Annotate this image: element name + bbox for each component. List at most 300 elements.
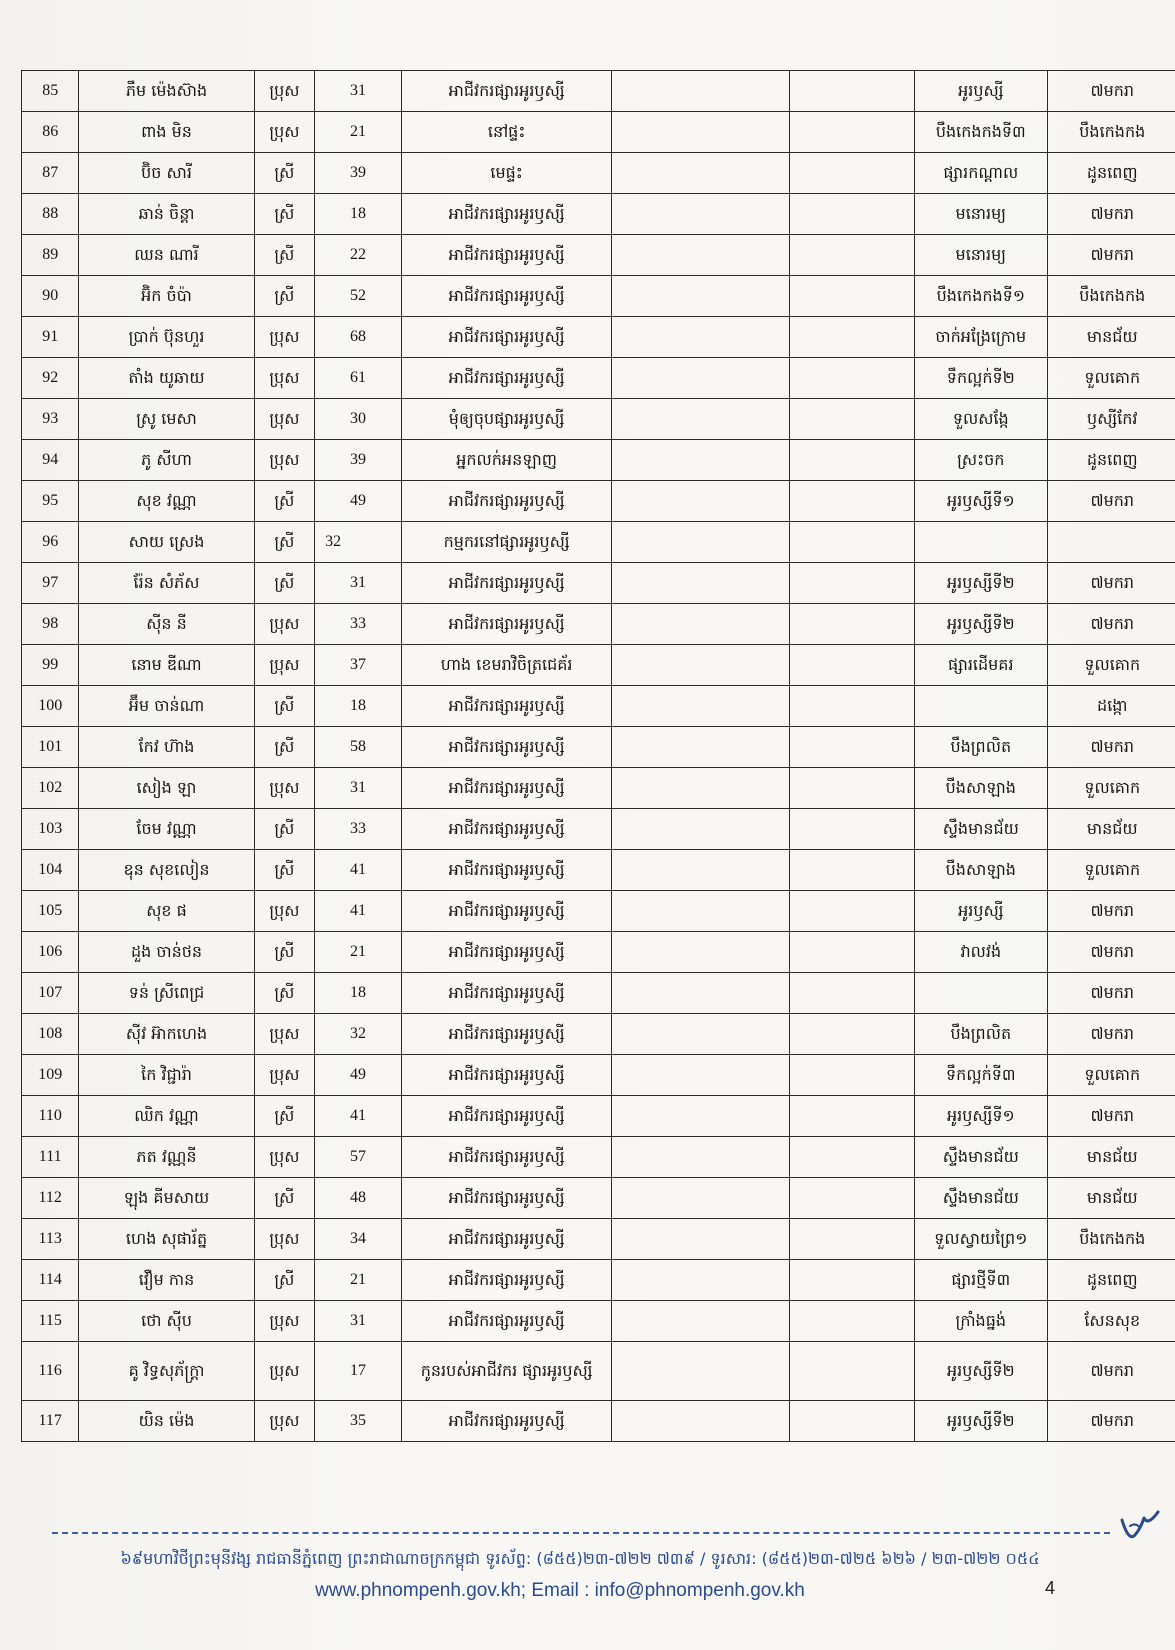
district-cell: ៧មករា <box>1047 1096 1175 1137</box>
name-cell: ប្រាក់ ប៊ុនហួរ <box>79 317 254 358</box>
blank-cell <box>612 1096 789 1137</box>
sex-cell: ប្រុស <box>254 768 315 809</box>
age-cell: 31 <box>315 768 402 809</box>
village-cell: បឹងព្រលិត <box>915 727 1048 768</box>
occupation-cell: មុំឲ្យចុបផ្សារអូរឫស្សី <box>401 399 612 440</box>
name-cell: គូ វិទ្ធសុភ័ក្ត្រា <box>79 1342 254 1401</box>
blank-cell <box>789 317 914 358</box>
blank-cell <box>612 1055 789 1096</box>
sex-cell: ប្រុស <box>254 399 315 440</box>
district-cell: ៧មករា <box>1047 932 1175 973</box>
name-cell: ស៊ីន នី <box>79 604 254 645</box>
table-row <box>22 399 1175 440</box>
row-number-cell: 116 <box>22 1342 79 1401</box>
sex-cell: ប្រុស <box>254 645 315 686</box>
district-cell: ទួលគោក <box>1047 1055 1175 1096</box>
occupation-cell: អាជីវករផ្សារអូរឫស្សី <box>401 850 612 891</box>
name-cell: អ៊ឹម ចាន់ណា <box>79 686 254 727</box>
table-row <box>22 727 1175 768</box>
age-cell: 18 <box>315 194 402 235</box>
name-cell: ភឹម ម៉េងស៊ាង <box>79 71 254 112</box>
district-cell: មានជ័យ <box>1047 1178 1175 1219</box>
village-cell: បឹងសាឡាង <box>915 768 1048 809</box>
district-cell: ដង្កោ <box>1047 686 1175 727</box>
name-cell: សាយ ស្រេង <box>79 522 254 563</box>
age-cell: 48 <box>315 1178 402 1219</box>
blank-cell <box>789 1219 914 1260</box>
table-row <box>22 153 1175 194</box>
name-cell: ភូ សីហា <box>79 440 254 481</box>
name-cell: សៀង ឡា <box>79 768 254 809</box>
blank-cell <box>612 1401 789 1442</box>
district-cell: សែនសុខ <box>1047 1301 1175 1342</box>
blank-cell <box>789 399 914 440</box>
occupation-cell: អាជីវករផ្សារអូរឫស្សី <box>401 604 612 645</box>
sex-cell: ប្រុស <box>254 891 315 932</box>
age-cell: 68 <box>315 317 402 358</box>
district-cell: ដូនពេញ <box>1047 1260 1175 1301</box>
age-cell: 49 <box>315 481 402 522</box>
village-cell: ចាក់អង្រែក្រោម <box>915 317 1048 358</box>
sex-cell: ប្រុស <box>254 604 315 645</box>
village-cell: អូរឫស្សី <box>915 71 1048 112</box>
occupation-cell: កម្មករនៅផ្សារអូរឫស្សី <box>401 522 612 563</box>
age-cell: 35 <box>315 1401 402 1442</box>
village-cell: អូរឫស្សី <box>915 891 1048 932</box>
age-cell: 31 <box>315 71 402 112</box>
sex-cell: ប្រុស <box>254 1301 315 1342</box>
footer-divider <box>52 1532 1110 1534</box>
sex-cell: ស្រី <box>254 973 315 1014</box>
table-row <box>22 440 1175 481</box>
district-cell: ឫស្សីកែវ <box>1047 399 1175 440</box>
blank-cell <box>789 1055 914 1096</box>
occupation-cell: អាជីវករផ្សារអូរឫស្សី <box>401 809 612 850</box>
blank-cell <box>612 1178 789 1219</box>
village-cell: ផ្សារដើមគរ <box>915 645 1048 686</box>
blank-cell <box>612 1342 789 1401</box>
district-cell: ៧មករា <box>1047 194 1175 235</box>
occupation-cell: អាជីវករផ្សារអូរឫស្សី <box>401 1137 612 1178</box>
signature-mark-icon <box>1118 1506 1166 1550</box>
age-cell: 18 <box>315 973 402 1014</box>
district-cell: ៧មករា <box>1047 481 1175 522</box>
blank-cell <box>612 727 789 768</box>
blank-cell <box>789 276 914 317</box>
occupation-cell: អាជីវករផ្សារអូរឫស្សី <box>401 71 612 112</box>
age-cell: 30 <box>315 399 402 440</box>
district-cell: ដូនពេញ <box>1047 153 1175 194</box>
village-cell: បឹងសាឡាង <box>915 850 1048 891</box>
row-number-cell: 85 <box>22 71 79 112</box>
village-cell <box>915 686 1048 727</box>
sex-cell: ប្រុស <box>254 1401 315 1442</box>
blank-cell <box>612 768 789 809</box>
row-number-cell: 103 <box>22 809 79 850</box>
sex-cell: ស្រី <box>254 932 315 973</box>
occupation-cell: អាជីវករផ្សារអូរឫស្សី <box>401 686 612 727</box>
age-cell: 39 <box>315 153 402 194</box>
district-cell: ៧មករា <box>1047 604 1175 645</box>
sex-cell: ប្រុស <box>254 358 315 399</box>
blank-cell <box>789 850 914 891</box>
row-number-cell: 93 <box>22 399 79 440</box>
occupation-cell: នៅផ្ទះ <box>401 112 612 153</box>
sex-cell: ស្រី <box>254 235 315 276</box>
blank-cell <box>789 645 914 686</box>
occupation-cell: ហាង ខេមរាវិចិត្រជេគ័រ <box>401 645 612 686</box>
village-cell: អូរឫស្សីទី២ <box>915 1342 1048 1401</box>
blank-cell <box>612 71 789 112</box>
age-cell: 37 <box>315 645 402 686</box>
row-number-cell: 111 <box>22 1137 79 1178</box>
occupation-cell: អាជីវករផ្សារអូរឫស្សី <box>401 1260 612 1301</box>
footer-contact: www.phnompenh.gov.kh; Email : info@phnompenh.gov.kh <box>315 1580 805 1601</box>
name-cell: សុខ វណ្ណា <box>79 481 254 522</box>
table-row <box>22 317 1175 358</box>
occupation-cell: អាជីវករផ្សារអូរឫស្សី <box>401 194 612 235</box>
blank-cell <box>789 686 914 727</box>
table-row <box>22 358 1175 399</box>
village-cell: អូរឫស្សីទី១ <box>915 1096 1048 1137</box>
occupation-cell: អ្នកលក់អនឡាញ <box>401 440 612 481</box>
village-cell: បឹងកេងកងទី៣ <box>915 112 1048 153</box>
sex-cell: ស្រី <box>254 850 315 891</box>
blank-cell <box>789 440 914 481</box>
blank-cell <box>612 1301 789 1342</box>
occupation-cell: មេផ្ទះ <box>401 153 612 194</box>
district-cell: ៧មករា <box>1047 973 1175 1014</box>
table-row <box>22 235 1175 276</box>
blank-cell <box>789 71 914 112</box>
blank-cell <box>612 317 789 358</box>
age-cell: 41 <box>315 1096 402 1137</box>
table-row <box>22 1055 1175 1096</box>
row-number-cell: 104 <box>22 850 79 891</box>
roster-table <box>21 70 1175 1442</box>
age-cell: 31 <box>315 563 402 604</box>
age-cell: 32 <box>315 1014 402 1055</box>
blank-cell <box>612 358 789 399</box>
village-cell: ស្ទឹងមានជ័យ <box>915 1137 1048 1178</box>
village-cell: ផ្សារកណ្ដាល <box>915 153 1048 194</box>
sex-cell: ប្រុស <box>254 112 315 153</box>
district-cell: ទួលគោក <box>1047 358 1175 399</box>
blank-cell <box>789 153 914 194</box>
table-row <box>22 563 1175 604</box>
blank-cell <box>612 563 789 604</box>
sex-cell: ប្រុស <box>254 1137 315 1178</box>
blank-cell <box>612 153 789 194</box>
sex-cell: ស្រី <box>254 727 315 768</box>
row-number-cell: 98 <box>22 604 79 645</box>
age-cell: 22 <box>315 235 402 276</box>
age-cell: 32 <box>315 522 402 563</box>
blank-cell <box>789 1178 914 1219</box>
district-cell: បឹងកេងកង <box>1047 1219 1175 1260</box>
table-row <box>22 768 1175 809</box>
blank-cell <box>612 112 789 153</box>
district-cell: មានជ័យ <box>1047 809 1175 850</box>
name-cell: ថោ ស៊ីប <box>79 1301 254 1342</box>
sex-cell: ស្រី <box>254 481 315 522</box>
village-cell: វាលវង់ <box>915 932 1048 973</box>
blank-cell <box>612 235 789 276</box>
district-cell: មានជ័យ <box>1047 1137 1175 1178</box>
name-cell: ឈិក វណ្ណា <box>79 1096 254 1137</box>
district-cell: ទួលគោក <box>1047 768 1175 809</box>
district-cell: ៧មករា <box>1047 727 1175 768</box>
blank-cell <box>612 1260 789 1301</box>
village-cell: ទឹកល្អក់ទី២ <box>915 358 1048 399</box>
row-number-cell: 95 <box>22 481 79 522</box>
age-cell: 17 <box>315 1342 402 1401</box>
blank-cell <box>612 932 789 973</box>
blank-cell <box>789 1096 914 1137</box>
age-cell: 49 <box>315 1055 402 1096</box>
village-cell: បឹងព្រលិត <box>915 1014 1048 1055</box>
name-cell: រ៉ែន សំភ័ស <box>79 563 254 604</box>
name-cell: អ៊ិក ចំប៉ា <box>79 276 254 317</box>
name-cell: ស្រូ មេសា <box>79 399 254 440</box>
blank-cell <box>612 973 789 1014</box>
blank-cell <box>789 809 914 850</box>
row-number-cell: 106 <box>22 932 79 973</box>
name-cell: ដួង ចាន់ថន <box>79 932 254 973</box>
table-row <box>22 1219 1175 1260</box>
sex-cell: ស្រី <box>254 1260 315 1301</box>
row-number-cell: 110 <box>22 1096 79 1137</box>
village-cell: ស្ទឹងមានជ័យ <box>915 1178 1048 1219</box>
name-cell: វឿម កាន <box>79 1260 254 1301</box>
occupation-cell: អាជីវករផ្សារអូរឫស្សី <box>401 358 612 399</box>
blank-cell <box>612 440 789 481</box>
blank-cell <box>612 1014 789 1055</box>
table-row <box>22 1178 1175 1219</box>
row-number-cell: 112 <box>22 1178 79 1219</box>
district-cell: ទួលគោក <box>1047 645 1175 686</box>
name-cell: កែវ ហ៊ាង <box>79 727 254 768</box>
row-number-cell: 117 <box>22 1401 79 1442</box>
district-cell: ដូនពេញ <box>1047 440 1175 481</box>
row-number-cell: 94 <box>22 440 79 481</box>
blank-cell <box>789 932 914 973</box>
occupation-cell: អាជីវករផ្សារអូរឫស្សី <box>401 1014 612 1055</box>
row-number-cell: 114 <box>22 1260 79 1301</box>
district-cell: ៧មករា <box>1047 891 1175 932</box>
district-cell: បឹងកេងកង <box>1047 276 1175 317</box>
table-row <box>22 1342 1175 1401</box>
name-cell: ទន់ ស្រីពេជ្រ <box>79 973 254 1014</box>
row-number-cell: 86 <box>22 112 79 153</box>
age-cell: 58 <box>315 727 402 768</box>
sex-cell: ប្រុស <box>254 1014 315 1055</box>
age-cell: 31 <box>315 1301 402 1342</box>
occupation-cell: អាជីវករផ្សារអូរឫស្សី <box>401 563 612 604</box>
blank-cell <box>612 604 789 645</box>
sex-cell: ស្រី <box>254 563 315 604</box>
blank-cell <box>789 522 914 563</box>
district-cell: ៧មករា <box>1047 71 1175 112</box>
occupation-cell: អាជីវករផ្សារអូរឫស្សី <box>401 235 612 276</box>
row-number-cell: 88 <box>22 194 79 235</box>
row-number-cell: 115 <box>22 1301 79 1342</box>
occupation-cell: អាជីវករផ្សារអូរឫស្សី <box>401 1219 612 1260</box>
name-cell: ឆាន់ ចិន្តា <box>79 194 254 235</box>
village-cell: ផ្សារថ្មីទី៣ <box>915 1260 1048 1301</box>
sex-cell: ប្រុស <box>254 317 315 358</box>
district-cell: ទួលគោក <box>1047 850 1175 891</box>
row-number-cell: 87 <box>22 153 79 194</box>
age-cell: 39 <box>315 440 402 481</box>
footer-address: ៦៩មហាវិថីព្រះមុនីវង្ស រាជធានីភ្នំពេញ ព្រះរាជាណាចក្រកម្ពុជា ទូរស័ព្ទ: (៨៥៥)២៣-៧២២ ៧៣៩ / ទូរសារ: (៨៥៥)២៣-៧២៥ ៦២៦ / ២៣-៧២២ ០៥៤ <box>120 1549 1040 1568</box>
sex-cell: ប្រុស <box>254 1219 315 1260</box>
page-number: 4 <box>1045 1578 1056 1598</box>
sex-cell: ប្រុស <box>254 440 315 481</box>
sex-cell: ស្រី <box>254 1178 315 1219</box>
table-row <box>22 809 1175 850</box>
row-number-cell: 105 <box>22 891 79 932</box>
blank-cell <box>789 1401 914 1442</box>
occupation-cell: អាជីវករផ្សារអូរឫស្សី <box>401 1178 612 1219</box>
name-cell: ឧុន សុខលៀន <box>79 850 254 891</box>
age-cell: 33 <box>315 809 402 850</box>
sex-cell: ប្រុស <box>254 1055 315 1096</box>
row-number-cell: 107 <box>22 973 79 1014</box>
name-cell: ចែម វណ្ណា <box>79 809 254 850</box>
district-cell: បឹងកេងកង <box>1047 112 1175 153</box>
blank-cell <box>612 194 789 235</box>
blank-cell <box>789 768 914 809</box>
blank-cell <box>789 235 914 276</box>
blank-cell <box>789 1260 914 1301</box>
blank-cell <box>612 686 789 727</box>
age-cell: 41 <box>315 891 402 932</box>
row-number-cell: 101 <box>22 727 79 768</box>
blank-cell <box>789 1014 914 1055</box>
age-cell: 21 <box>315 932 402 973</box>
village-cell: បឹងកេងកងទី១ <box>915 276 1048 317</box>
occupation-cell: អាជីវករផ្សារអូរឫស្សី <box>401 932 612 973</box>
table-row <box>22 112 1175 153</box>
village-cell: អូរឫស្សីទី១ <box>915 481 1048 522</box>
blank-cell <box>612 481 789 522</box>
district-cell: ៧មករា <box>1047 563 1175 604</box>
sex-cell: ស្រី <box>254 809 315 850</box>
blank-cell <box>612 1219 789 1260</box>
blank-cell <box>789 112 914 153</box>
name-cell: សុខ ផ <box>79 891 254 932</box>
row-number-cell: 109 <box>22 1055 79 1096</box>
sex-cell: ស្រី <box>254 686 315 727</box>
name-cell: ពាង មិន <box>79 112 254 153</box>
table-row <box>22 522 1175 563</box>
blank-cell <box>789 563 914 604</box>
table-row <box>22 1014 1175 1055</box>
blank-cell <box>789 1342 914 1401</box>
blank-cell <box>612 809 789 850</box>
blank-cell <box>789 1301 914 1342</box>
age-cell: 18 <box>315 686 402 727</box>
table-row <box>22 1260 1175 1301</box>
village-cell: ស្ទឹងមានជ័យ <box>915 809 1048 850</box>
table-row <box>22 850 1175 891</box>
name-cell: ឡុង គីមសាយ <box>79 1178 254 1219</box>
row-number-cell: 90 <box>22 276 79 317</box>
name-cell: យិន ម៉េង <box>79 1401 254 1442</box>
row-number-cell: 89 <box>22 235 79 276</box>
blank-cell <box>789 973 914 1014</box>
village-cell: អូរឫស្សីទី២ <box>915 604 1048 645</box>
village-cell <box>915 973 1048 1014</box>
blank-cell <box>612 645 789 686</box>
table-row <box>22 71 1175 112</box>
table-row <box>22 276 1175 317</box>
district-cell: ៧មករា <box>1047 1401 1175 1442</box>
table-row <box>22 1137 1175 1178</box>
sex-cell: ស្រី <box>254 1096 315 1137</box>
age-cell: 34 <box>315 1219 402 1260</box>
village-cell: ទឹកល្អក់ទី៣ <box>915 1055 1048 1096</box>
sex-cell: ស្រី <box>254 194 315 235</box>
age-cell: 33 <box>315 604 402 645</box>
district-cell: ៧មករា <box>1047 235 1175 276</box>
occupation-cell: អាជីវករផ្សារអូរឫស្សី <box>401 481 612 522</box>
roster-body <box>22 71 1175 1442</box>
blank-cell <box>612 276 789 317</box>
age-cell: 61 <box>315 358 402 399</box>
occupation-cell: អាជីវករផ្សារអូរឫស្សី <box>401 727 612 768</box>
age-cell: 57 <box>315 1137 402 1178</box>
table-row <box>22 194 1175 235</box>
blank-cell <box>789 481 914 522</box>
name-cell: កៃ វិជ្ជារ៉ា <box>79 1055 254 1096</box>
blank-cell <box>789 358 914 399</box>
district-cell: មានជ័យ <box>1047 317 1175 358</box>
occupation-cell: កូនរបស់អាជីវករ ផ្សារអូរឫស្សី <box>401 1342 612 1401</box>
row-number-cell: 92 <box>22 358 79 399</box>
table-row <box>22 604 1175 645</box>
village-cell: ក្រាំងធ្នង់ <box>915 1301 1048 1342</box>
row-number-cell: 99 <box>22 645 79 686</box>
table-row <box>22 891 1175 932</box>
row-number-cell: 102 <box>22 768 79 809</box>
table-row <box>22 1401 1175 1442</box>
blank-cell <box>789 604 914 645</box>
name-cell: ប៊ិច សារី <box>79 153 254 194</box>
village-cell: ស្រះចក <box>915 440 1048 481</box>
sex-cell: ស្រី <box>254 522 315 563</box>
table-row <box>22 645 1175 686</box>
blank-cell <box>789 194 914 235</box>
occupation-cell: អាជីវករផ្សារអូរឫស្សី <box>401 973 612 1014</box>
age-cell: 41 <box>315 850 402 891</box>
row-number-cell: 91 <box>22 317 79 358</box>
blank-cell <box>612 522 789 563</box>
sex-cell: ប្រុស <box>254 71 315 112</box>
name-cell: តាំង យូឆាយ <box>79 358 254 399</box>
occupation-cell: អាជីវករផ្សារអូរឫស្សី <box>401 317 612 358</box>
table-row <box>22 973 1175 1014</box>
name-cell: ស៊ីវ អ៊ាកហេង <box>79 1014 254 1055</box>
occupation-cell: អាជីវករផ្សារអូរឫស្សី <box>401 276 612 317</box>
age-cell: 21 <box>315 112 402 153</box>
row-number-cell: 97 <box>22 563 79 604</box>
district-cell: ៧មករា <box>1047 1342 1175 1401</box>
table-row <box>22 932 1175 973</box>
district-cell <box>1047 522 1175 563</box>
village-cell: មនោរម្យ <box>915 235 1048 276</box>
